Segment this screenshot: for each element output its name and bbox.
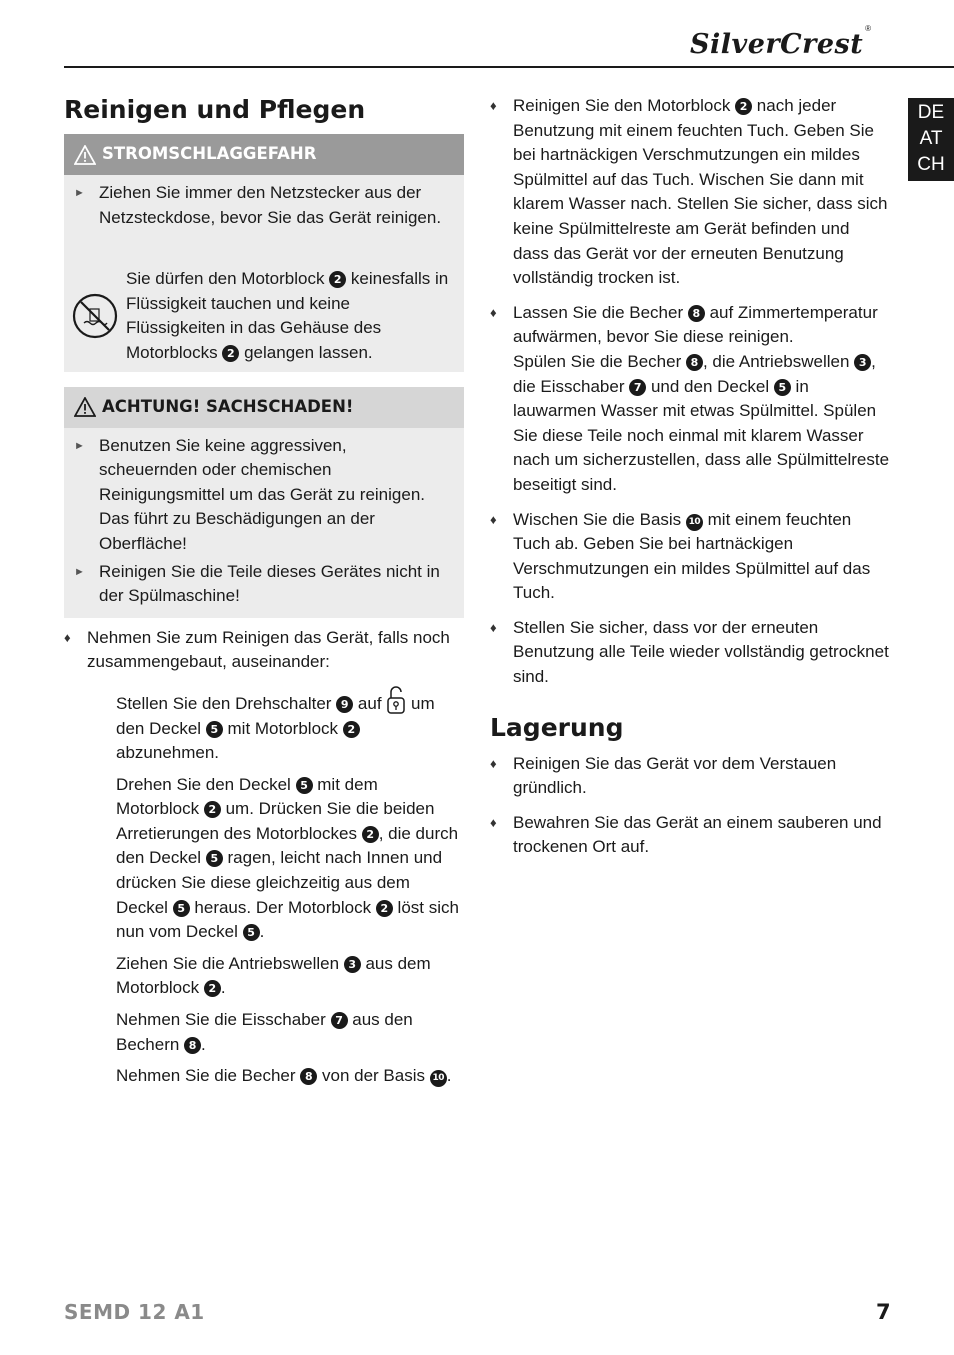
list-item bbox=[490, 616, 890, 690]
step-1: Stellen Sie den Drehschalter 9 auf um den Deckel 5 mit Motorblock 2 abzunehmen. bbox=[64, 685, 464, 766]
part-number-badge: 2 bbox=[362, 826, 379, 843]
warning-triangle-icon bbox=[74, 145, 96, 165]
list-item-text: Bewahren Sie das Gerät an einem sauberen und trockenen Ort auf. bbox=[513, 812, 882, 857]
list-item-text: Lassen Sie die Becher 8 auf Zimmertemperatur aufwärmen, bevor Sie diese reinigen. Spülen Sie die Becher 8 , die Antriebswellen 3 , die Eisschaber 7 und den Deckel 5 in lauwarmen Wasser mit etwas Spülmittel. Spülen Sie diese Teile noch einmal mit klarem Wasser nach um sicherzustellen, dass alle Spülmittelreste beseitigt sind. bbox=[513, 302, 890, 494]
list-item-text: Nehmen Sie zum Reinigen das Gerät, falls noch zusammengebaut, auseinander: bbox=[87, 627, 450, 672]
brand-name: SilverCrest bbox=[690, 29, 864, 61]
no-immersion-text: Sie dürfen den Motorblock 2 keinesfalls in Flüssigkeit tauchen und keine Flüssigkeiten in das Gehäuse des Motorblocks 2 gelangen lassen. bbox=[126, 269, 449, 362]
unlock-icon bbox=[386, 685, 406, 715]
diamond-bullet-icon: ♦ bbox=[490, 98, 497, 113]
left-column bbox=[64, 94, 464, 1096]
footer-model-number: SEMD 12 A1 bbox=[64, 1300, 205, 1324]
brand-logo bbox=[690, 18, 872, 61]
section-title-cleaning: Reinigen und Pflegen bbox=[64, 95, 366, 124]
part-number-badge: 5 bbox=[206, 850, 223, 867]
warning-label: ACHTUNG! SACHSCHADEN! bbox=[102, 396, 354, 416]
part-number-badge: 3 bbox=[344, 956, 361, 973]
arrow-bullet-icon: ► bbox=[74, 565, 85, 578]
list-item-text: Reinigen Sie das Gerät vor dem Verstauen gründlich. bbox=[513, 753, 837, 798]
language-tab bbox=[908, 98, 954, 181]
warning-item bbox=[74, 434, 446, 557]
no-immersion-note bbox=[64, 237, 464, 371]
section-title-storage: Lagerung bbox=[490, 712, 624, 742]
list-item bbox=[490, 811, 890, 860]
step-3: Ziehen Sie die Antriebswellen 3 aus dem Motorblock 2 . bbox=[116, 953, 431, 998]
part-number-badge: 5 bbox=[243, 924, 260, 941]
warning-item bbox=[74, 560, 446, 609]
part-number-badge: 2 bbox=[343, 721, 360, 738]
part-number-badge: 3 bbox=[854, 354, 871, 371]
arrow-bullet-icon: ► bbox=[74, 187, 85, 199]
list-item bbox=[64, 626, 464, 675]
list-item bbox=[490, 301, 890, 498]
part-number-badge: 8 bbox=[300, 1068, 317, 1085]
part-number-badge: 7 bbox=[629, 379, 646, 396]
list-item-text: Reinigen Sie den Motorblock 2 nach jeder Benutzung mit einem feuchten Tuch. Geben Sie bei hartnäckigen Verschmutzungen ein mildes Spülmittel auf das Tuch. Wischen Sie dann mit klarem Wasser nach. Stellen Sie sicher, dass sich keine Spülmittelreste am Gerät befinden und dass das Gerät vor der erneuten Benutzung vollständig trocken ist. bbox=[513, 96, 888, 288]
warning-text: Ziehen Sie immer den Netzstecker aus der Netzsteckdose, bevor Sie das Gerät reinigen. bbox=[99, 183, 442, 227]
right-column bbox=[490, 94, 890, 870]
lang-at: AT bbox=[919, 128, 943, 149]
part-number-badge: 10 bbox=[686, 514, 703, 531]
warning-header bbox=[64, 387, 464, 428]
part-number-badge: 8 bbox=[686, 354, 703, 371]
diamond-bullet-icon: ♦ bbox=[490, 511, 497, 527]
warning-label: STROMSCHLAGGEFAHR bbox=[102, 144, 317, 164]
part-number-badge: 7 bbox=[331, 1012, 348, 1029]
part-number-badge: 5 bbox=[206, 721, 223, 738]
part-number-badge: 5 bbox=[774, 379, 791, 396]
warning-triangle-icon bbox=[74, 397, 96, 417]
diamond-bullet-icon: ♦ bbox=[490, 304, 497, 320]
part-number-badge: 5 bbox=[173, 900, 190, 917]
part-number-badge: 2 bbox=[204, 980, 221, 997]
header-rule bbox=[64, 66, 954, 68]
no-immersion-icon bbox=[72, 293, 118, 339]
part-number-badge: 2 bbox=[222, 345, 239, 362]
list-item bbox=[490, 508, 890, 606]
registered-mark: ® bbox=[865, 24, 872, 34]
list-item bbox=[490, 752, 890, 801]
arrow-bullet-icon: ► bbox=[74, 439, 85, 452]
part-number-badge: 5 bbox=[296, 777, 313, 794]
page-number: 7 bbox=[876, 1300, 891, 1324]
part-number-badge: 2 bbox=[329, 271, 346, 288]
warning-text: Benutzen Sie keine aggressiven, scheuernden oder chemischen Reinigungsmittel um das Gerät zu reinigen. Das führt zu Beschädigungen an der Oberfläche! bbox=[99, 435, 425, 553]
warning-text: Reinigen Sie die Teile dieses Gerätes nicht in der Spülmaschine! bbox=[99, 561, 440, 606]
diamond-bullet-icon: ♦ bbox=[490, 814, 497, 830]
part-number-badge: 2 bbox=[204, 801, 221, 818]
diamond-bullet-icon: ♦ bbox=[490, 755, 497, 771]
step-4: Nehmen Sie die Eisschaber 7 aus den Bechern 8 . bbox=[116, 1010, 413, 1054]
list-item-text: Stellen Sie sicher, dass vor der erneuten Benutzung alle Teile wieder vollständig getrocknet sind. bbox=[513, 617, 889, 687]
diamond-bullet-icon: ♦ bbox=[64, 629, 71, 645]
warning-header bbox=[64, 134, 464, 175]
part-number-badge: 2 bbox=[376, 900, 393, 917]
part-number-badge: 8 bbox=[688, 305, 705, 322]
diamond-bullet-icon: ♦ bbox=[490, 619, 497, 635]
step-2: Drehen Sie den Deckel 5 mit dem Motorblock 2 um. Drücken Sie die beiden Arretierungen des Motorblockes 2 , die durch den Deckel 5 ragen, leicht nach Innen und drücken Sie diese gleichzeitig aus dem Deckel 5 heraus. Der Motorblock 2 löst sich nun vom Deckel 5 . bbox=[116, 774, 459, 942]
list-item-text: Wischen Sie die Basis 10 mit einem feuchten Tuch ab. Geben Sie bei hartnäckigen Verschmutzungen ein mildes Spülmittel auf das Tuch. bbox=[513, 509, 871, 603]
list-item bbox=[490, 94, 890, 291]
part-number-badge: 8 bbox=[184, 1037, 201, 1054]
part-number-badge: 2 bbox=[735, 98, 752, 115]
part-number-badge: 9 bbox=[336, 696, 353, 713]
warning-item bbox=[74, 181, 446, 230]
step-5: Nehmen Sie die Becher 8 von der Basis 10 . bbox=[116, 1066, 452, 1086]
lang-ch: CH bbox=[917, 154, 945, 175]
warning-electric-shock bbox=[64, 134, 464, 372]
lang-de: DE bbox=[917, 102, 945, 123]
warning-property-damage bbox=[64, 387, 464, 618]
part-number-badge: 10 bbox=[430, 1070, 447, 1087]
